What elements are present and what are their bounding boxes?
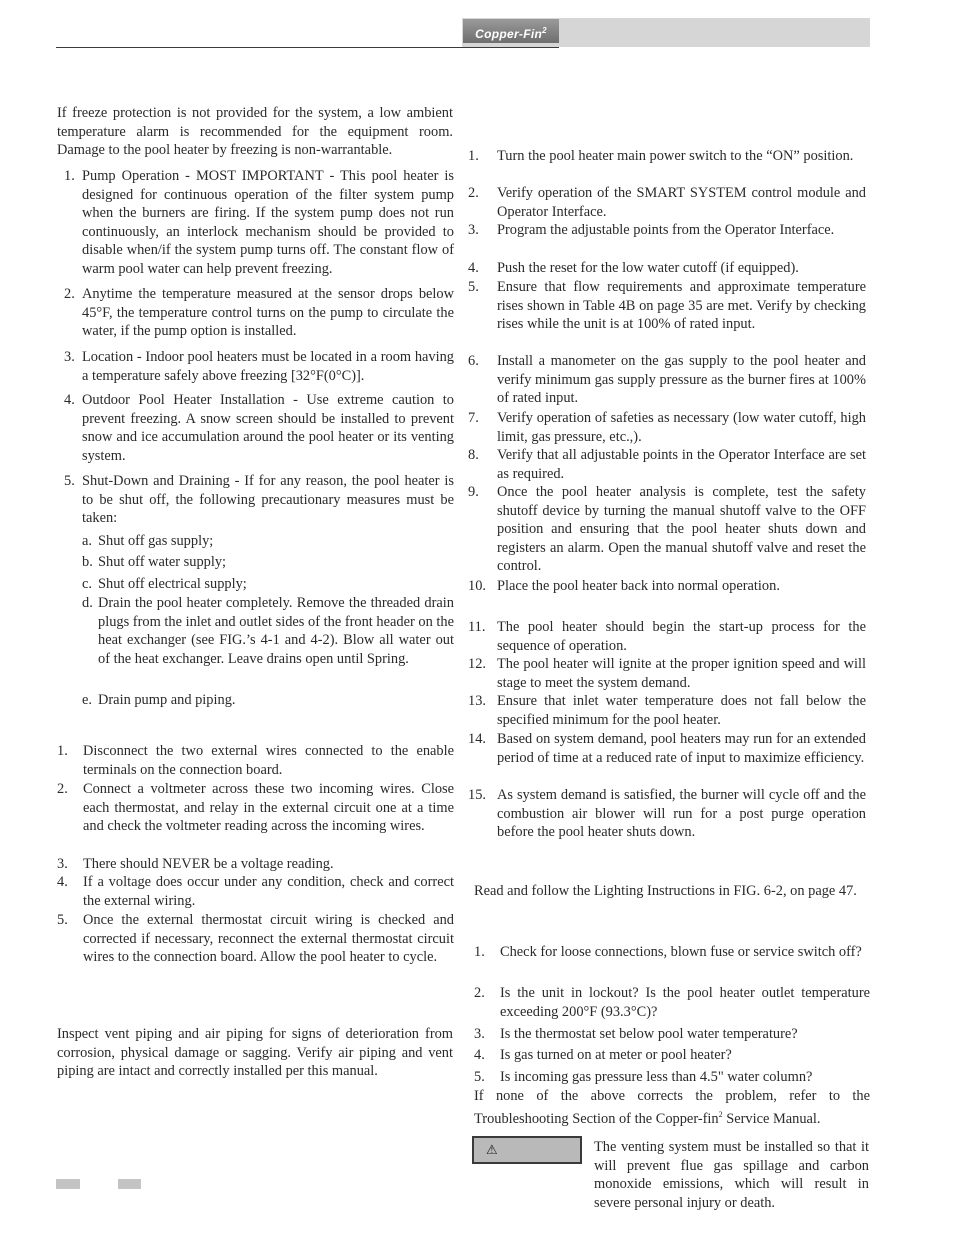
list-item [82,594,454,668]
list-item-number: 9. [468,484,479,500]
list-item-text: Disconnect the two external wires connected to the enable terminals on the connection board. [83,743,454,778]
list-item [82,691,454,710]
list-item-text: Connect a voltmeter across these two incoming wires. Close each thermostat, and relay in the external circuit one at a time and check the voltmeter reading across the incoming wires. [83,781,454,835]
list-item-number: 10. [468,578,486,594]
list-item-text: Verify that all adjustable points in the Operator Interface are set as required. [497,447,866,482]
list-item-number: 4. [64,392,75,408]
list-item-number: 5. [468,279,479,295]
list-item [468,786,866,842]
list-item [57,780,454,836]
list-item-number: 1. [57,743,68,759]
list-item-number: e. [82,692,92,708]
list-item-text: Place the pool heater back into normal operation. [497,578,780,594]
list-item-number: b. [82,554,93,570]
list-item [474,1025,870,1044]
list-item-text: Shut off electrical supply; [98,576,247,592]
list-item [468,730,866,767]
list-item [468,147,866,166]
list-item-text: Is the unit in lockout? Is the pool heater outlet temperature exceeding 200°F (93.3°C)? [500,985,870,1020]
footer-mark-right [118,1179,141,1189]
list-item-number: 3. [64,349,75,365]
list-item-text: Ensure that inlet water temperature does not fall below the specified minimum for the pool heater. [497,693,866,728]
list-item [474,943,870,962]
list-item [468,259,866,278]
list-item-text: Location - Indoor pool heaters must be located in a room having a temperature safely above freezing [32°F(0°C)]. [82,349,454,384]
list-item-number: a. [82,533,92,549]
list-item-text: Once the external thermostat circuit wiring is checked and corrected if necessary, reconnect the external thermostat circuit wires to the connection board. Allow the pool heater to cycle. [83,912,454,966]
lighting-instructions-text: Read and follow the Lighting Instructions in FIG. 6-2, on page 47. [474,883,857,899]
list-item-text: Verify operation of safeties as necessary (low water cutoff, high limit, gas pressure, etc.,). [497,410,866,445]
vent-inspection-text: Inspect vent piping and air piping for signs of deterioration from corrosion, physical damage or sagging. Verify air piping and vent piping are intact and correctly installed per this manual. [57,1026,453,1080]
list-item [468,655,866,692]
list-item-number: 11. [468,619,486,635]
list-item-number: 12. [468,656,486,672]
list-item-number: d. [82,595,93,611]
freeze-intro: If freeze protection is not provided for the system, a low ambient temperature alarm is recommended for the equipment room. Damage to the pool heater by freezing is non-warrantable. [57,105,453,159]
list-item-number: 4. [468,260,479,276]
list-item-number: 7. [468,410,479,426]
list-item [57,855,454,874]
list-item [468,409,866,446]
list-item-number: 15. [468,787,486,803]
list-item-text: Is the thermostat set below pool water temperature? [500,1026,798,1042]
troubleshooting-text: If none of the above corrects the problem, refer to the Troubleshooting Section of the Copper-fin$^2$ Service Manual. [474,1088,870,1127]
list-item-number: 1. [468,148,479,164]
list-item-text: Shut off water supply; [98,554,227,570]
list-item [64,285,454,341]
list-item [64,167,454,279]
list-item-number: 3. [474,1026,485,1042]
list-item-text: Check for loose connections, blown fuse or service switch off? [500,944,862,960]
warning-triangle-icon: ⚠ [486,1143,498,1158]
list-item-text: Is gas turned on at meter or pool heater? [500,1047,732,1063]
list-item-number: 3. [468,222,479,238]
list-item-text: Turn the pool heater main power switch to the “ON” position. [497,148,854,164]
list-item-number: c. [82,576,92,592]
list-item [468,618,866,655]
brand-logo: Copper-Fin$^2$ [463,19,559,43]
list-item-text: Program the adjustable points from the Operator Interface. [497,222,835,238]
list-item [57,742,454,779]
list-item [82,532,454,551]
list-item-number: 1. [64,168,75,184]
list-item [474,1046,870,1065]
list-item-text: Ensure that flow requirements and approximate temperature rises shown in Table 4B on page 35 are met. Verify by checking rises while the unit is at 100% of rated input. [497,279,866,333]
list-item [82,553,454,572]
list-item-number: 2. [57,781,68,797]
list-item [468,352,866,408]
list-item-text: As system demand is satisfied, the burner will cycle off and the combustion air blower will run for a post purge operation before the pool heater shuts down. [497,787,866,841]
list-item [82,575,454,594]
list-item-number: 13. [468,693,486,709]
header-rule [56,47,559,48]
list-item-text: Outdoor Pool Heater Installation - Use extreme caution to prevent freezing. A snow screen should be installed to prevent snow and ice accumulation around the pool heater or its venting system. [82,392,454,464]
list-item-text: Is incoming gas pressure less than 4.5" water column? [500,1069,813,1085]
list-item-number: 5. [57,912,68,928]
list-item-text: Push the reset for the low water cutoff (if equipped). [497,260,799,276]
list-item [468,577,866,596]
list-item-number: 14. [468,731,486,747]
list-item [57,911,454,967]
list-item [474,1068,870,1087]
list-item-text: The pool heater will ignite at the proper ignition speed and will stage to meet the system demand. [497,656,866,691]
list-item [64,391,454,465]
list-item-text: If a voltage does occur under any condition, check and correct the external wiring. [83,874,454,909]
list-item-number: 2. [468,185,479,201]
list-item-number: 3. [57,856,68,872]
list-item [64,472,454,528]
list-item [468,446,866,483]
list-item-text: Once the pool heater analysis is complete, test the safety shutoff device by turning the manual shutoff valve to the OFF position and ensuring that the pool heater shuts down and registers an alarm. Open the manual shutoff valve and reset the control. [497,484,866,575]
list-item [468,483,866,576]
list-item [64,348,454,385]
list-item-number: 8. [468,447,479,463]
list-item [468,278,866,334]
list-item-text: Anytime the temperature measured at the sensor drops below 45°F, the temperature control turns on the pump to circulate the water, if the pump option is installed. [82,286,454,340]
list-item-text: The pool heater should begin the start-up process for the sequence of operation. [497,619,866,654]
list-item-text: Based on system demand, pool heaters may run for an extended period of time at a reduced rate of input to maximize efficiency. [497,731,866,766]
footer-mark-left [56,1179,80,1189]
list-item-text: There should NEVER be a voltage reading. [83,856,334,872]
warning-label [472,1136,582,1164]
warning-text: The venting system must be installed so that it will prevent flue gas spillage and carbon monoxide emissions, which will result in severe personal injury or death. [594,1139,869,1211]
list-item [474,984,870,1021]
list-item-number: 5. [64,473,75,489]
list-item-text: Shut off gas supply; [98,533,214,549]
list-item-text: Shut-Down and Draining - If for any reason, the pool heater is to be shut off, the following precautionary measures must be taken: [82,473,454,527]
list-item-text: Drain pump and piping. [98,692,236,708]
list-item-number: 2. [64,286,75,302]
list-item-number: 4. [57,874,68,890]
list-item-number: 6. [468,353,479,369]
list-item-number: 4. [474,1047,485,1063]
list-item-text: Drain the pool heater completely. Remove the threaded drain plugs from the inlet and outlet sides of the front header on the heat exchanger (see FIG.’s 4-1 and 4-2). Blow all water out of the heat exchanger. Leave drains open until Spring. [98,595,454,667]
list-item [468,184,866,221]
list-item-text: Pump Operation - MOST IMPORTANT - This pool heater is designed for continuous operation of the filter system pump when the burners are firing. If the system pump does not run continuously, an interlock mechanism should be provided to disable when/if the system pump turns off. The constant flow of warm pool water can help prevent freezing. [82,168,454,277]
list-item-number: 1. [474,944,485,960]
list-item [57,873,454,910]
list-item-number: 5. [474,1069,485,1085]
list-item-text: Verify operation of the SMART SYSTEM control module and Operator Interface. [497,185,866,220]
list-item-number: 2. [474,985,485,1001]
list-item [468,221,866,240]
list-item [468,692,866,729]
list-item-text: Install a manometer on the gas supply to the pool heater and verify minimum gas supply pressure as the burner fires at 100% of rated input. [497,353,866,407]
